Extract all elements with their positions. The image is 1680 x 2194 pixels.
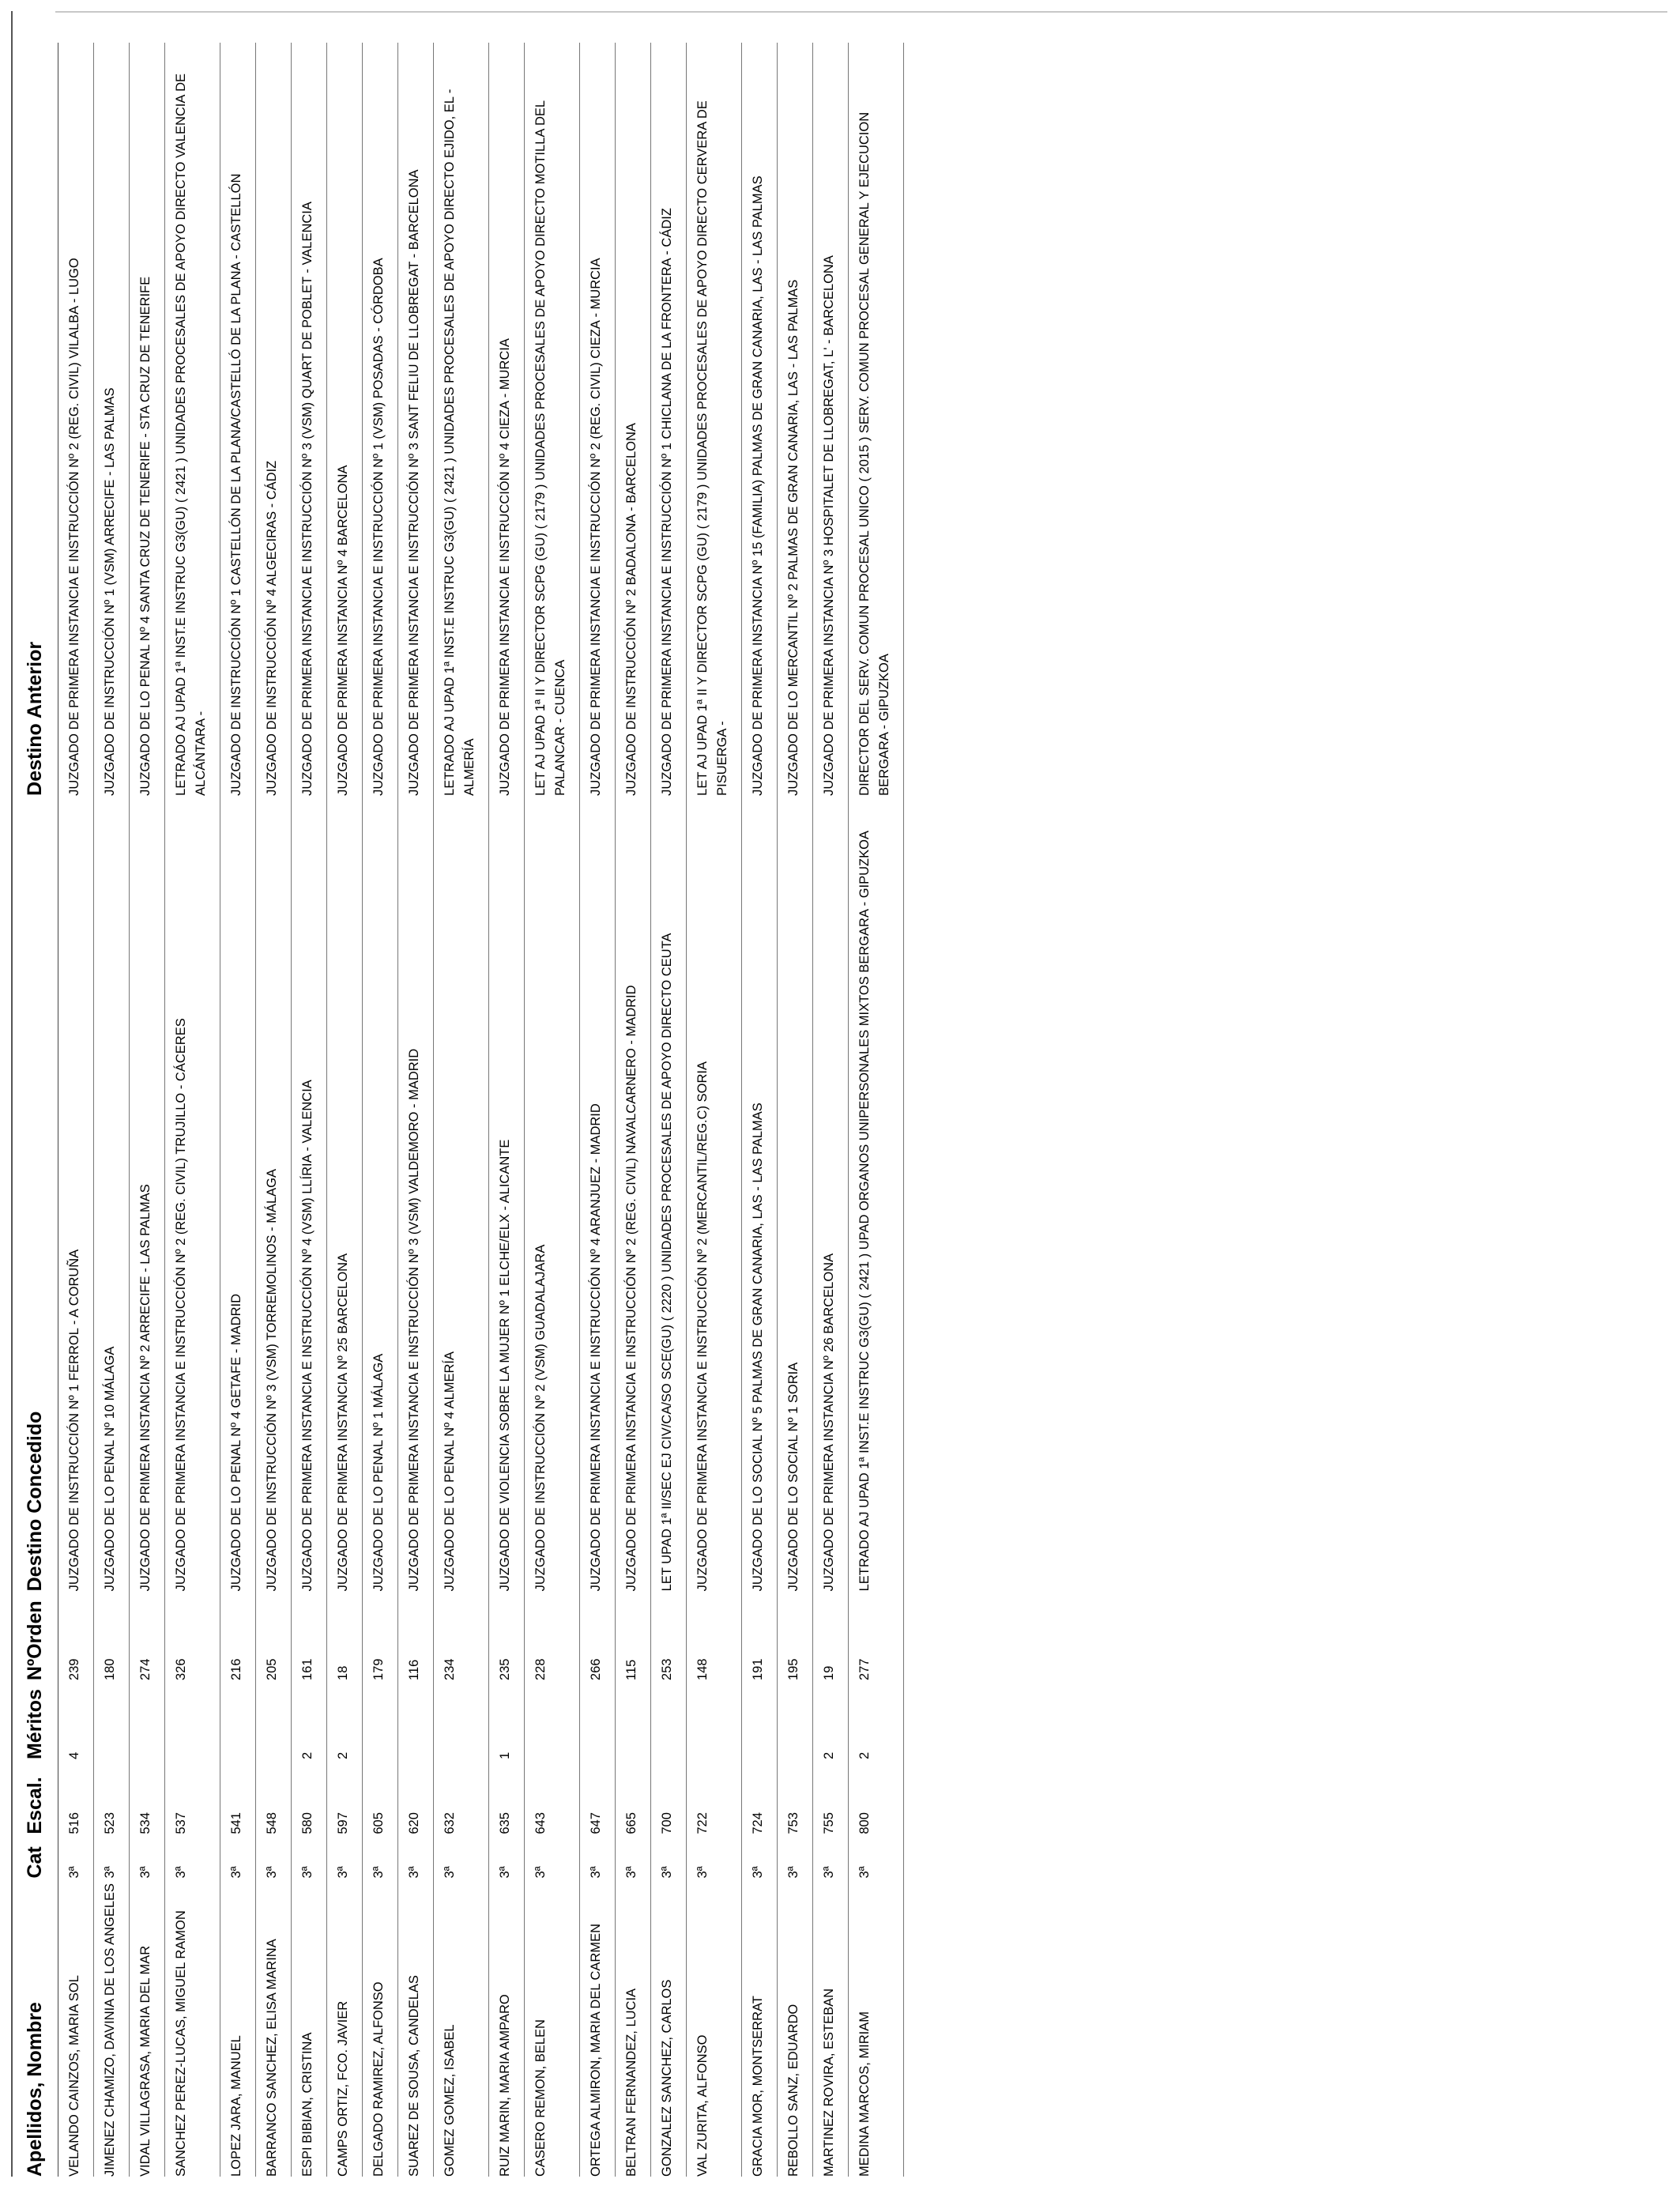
cell-meritos: [616, 1680, 651, 1759]
cell-orden: 216: [220, 1591, 256, 1680]
cell-cat: 3ª: [398, 1834, 434, 1879]
table-row: [778, 43, 813, 2177]
cell-meritos: [220, 1680, 256, 1759]
cell-cat: 3ª: [687, 1834, 742, 1879]
cell-destino: JUZGADO DE LO SOCIAL Nº 5 PALMAS DE GRAN CANARIA, LAS - LAS PALMAS: [742, 796, 778, 1592]
cell-cat: 3ª: [525, 1834, 580, 1879]
cell-escal: 753: [778, 1759, 813, 1834]
cell-orden: 235: [489, 1591, 525, 1680]
cell-cat: 3ª: [130, 1834, 165, 1879]
cell-destino: JUZGADO DE PRIMERA INSTANCIA E INSTRUCCIÓN Nº 4 (VSM) LLÍRIA - VALENCIA: [292, 796, 327, 1592]
cell-anterior: JUZGADO DE PRIMERA INSTANCIA E INSTRUCCIÓN Nº 2 (REG. CIVIL) CIEZA - MURCIA: [580, 43, 616, 796]
table-row: [742, 43, 778, 2177]
cell-meritos: 1: [489, 1680, 525, 1759]
cell-destino: JUZGADO DE VIOLENCIA SOBRE LA MUJER Nº 1 ELCHE/ELX - ALICANTE: [489, 796, 525, 1592]
cell-name: GOMEZ GOMEZ, ISABEL: [434, 1879, 489, 2177]
cell-anterior: JUZGADO DE INSTRUCCIÓN Nº 2 BADALONA - BARCELONA: [616, 43, 651, 796]
cell-anterior: LETRADO AJ UPAD 1ª INST.E INSTRUC G3(GU) ( 2421 ) UNIDADES PROCESALES DE APOYO DIRECTO VALENCIA DE ALCÁNTARA -: [165, 43, 220, 796]
table-row: [130, 43, 165, 2177]
cell-escal: 620: [398, 1759, 434, 1834]
cell-cat: 3ª: [434, 1834, 489, 1879]
cell-destino: JUZGADO DE PRIMERA INSTANCIA Nº 25 BARCELONA: [327, 796, 363, 1592]
cell-orden: 239: [58, 1591, 94, 1680]
cell-orden: 180: [94, 1591, 130, 1680]
cell-escal: 516: [58, 1759, 94, 1834]
cell-escal: 722: [687, 1759, 742, 1834]
cell-escal: 580: [292, 1759, 327, 1834]
table-row: [363, 43, 398, 2177]
table-row: [525, 43, 580, 2177]
cell-cat: 3ª: [165, 1834, 220, 1879]
table-row: [58, 43, 94, 2177]
cell-name: REBOLLO SANZ, EDUARDO: [778, 1879, 813, 2177]
cell-destino: JUZGADO DE INSTRUCCIÓN Nº 1 FERROL - A CORUÑA: [58, 796, 94, 1592]
cell-orden: 277: [849, 1591, 904, 1680]
table-row: [220, 43, 256, 2177]
cell-anterior: LET AJ UPAD 1ª II Y DIRECTOR SCPG (GU) ( 2179 ) UNIDADES PROCESALES DE APOYO DIRECTO MOTILLA DEL PALANCAR - CUENCA: [525, 43, 580, 796]
cell-cat: 3ª: [580, 1834, 616, 1879]
cell-anterior: JUZGADO DE PRIMERA INSTANCIA Nº 15 (FAMILIA) PALMAS DE GRAN CANARIA, LAS - LAS PALMAS: [742, 43, 778, 796]
cell-meritos: [525, 1680, 580, 1759]
cell-cat: 3ª: [58, 1834, 94, 1879]
cell-anterior: JUZGADO DE PRIMERA INSTANCIA E INSTRUCCIÓN Nº 4 CIEZA - MURCIA: [489, 43, 525, 796]
cell-destino: JUZGADO DE LO PENAL Nº 4 ALMERÍA: [434, 796, 489, 1592]
cell-cat: 3ª: [363, 1834, 398, 1879]
table-row: [616, 43, 651, 2177]
cell-anterior: JUZGADO DE INSTRUCCIÓN Nº 1 CASTELLÓN DE LA PLANA/CASTELLÓ DE LA PLANA - CASTELLÓN: [220, 43, 256, 796]
cell-anterior: JUZGADO DE PRIMERA INSTANCIA E INSTRUCCIÓN Nº 3 (VSM) QUART DE POBLET - VALENCIA: [292, 43, 327, 796]
cell-destino: JUZGADO DE INSTRUCCIÓN Nº 2 (VSM) GUADALAJARA: [525, 796, 580, 1592]
cell-meritos: [256, 1680, 292, 1759]
cell-orden: 191: [742, 1591, 778, 1680]
header-destino: Destino Concedido: [24, 796, 58, 1592]
cell-cat: 3ª: [651, 1834, 687, 1879]
cell-cat: 3ª: [220, 1834, 256, 1879]
cell-destino: LET UPAD 1ª II/SEC EJ CIV/CA/SO SCE(GU) ( 2220 ) UNIDADES PROCESALES DE APOYO DIRECTO CEUTA: [651, 796, 687, 1592]
cell-anterior: JUZGADO DE PRIMERA INSTANCIA E INSTRUCCIÓN Nº 1 CHICLANA DE LA FRONTERA - CÁDIZ: [651, 43, 687, 796]
cell-escal: 700: [651, 1759, 687, 1834]
cell-cat: 3ª: [813, 1834, 849, 1879]
cell-anterior: JUZGADO DE LO PENAL Nº 4 SANTA CRUZ DE TENERIFE - STA CRUZ DE TENERIFE: [130, 43, 165, 796]
cell-destino: JUZGADO DE LO PENAL Nº 10 MÁLAGA: [94, 796, 130, 1592]
cell-orden: 179: [363, 1591, 398, 1680]
cell-meritos: [165, 1680, 220, 1759]
cell-destino: JUZGADO DE PRIMERA INSTANCIA E INSTRUCCIÓN Nº 3 (VSM) VALDEMORO - MADRID: [398, 796, 434, 1592]
header-meritos: Méritos: [24, 1680, 58, 1759]
cell-name: CAMPS ORTIZ, FCO. JAVIER: [327, 1879, 363, 2177]
cell-escal: 665: [616, 1759, 651, 1834]
cell-anterior: JUZGADO DE PRIMERA INSTANCIA Nº 3 HOSPITALET DE LLOBREGAT, L' - BARCELONA: [813, 43, 849, 796]
cell-escal: 605: [363, 1759, 398, 1834]
cell-orden: 116: [398, 1591, 434, 1680]
cell-cat: 3ª: [256, 1834, 292, 1879]
cell-cat: 3ª: [742, 1834, 778, 1879]
cell-orden: 234: [434, 1591, 489, 1680]
cell-orden: 228: [525, 1591, 580, 1680]
cell-orden: 326: [165, 1591, 220, 1680]
cell-destino: JUZGADO DE LO SOCIAL Nº 1 SORIA: [778, 796, 813, 1592]
table-row: [687, 43, 742, 2177]
cell-escal: 800: [849, 1759, 904, 1834]
cell-name: VIDAL VILLAGRASA, MARIA DEL MAR: [130, 1879, 165, 2177]
cell-name: LOPEZ JARA, MANUEL: [220, 1879, 256, 2177]
cell-anterior: LET AJ UPAD 1ª II Y DIRECTOR SCPG (GU) ( 2179 ) UNIDADES PROCESALES DE APOYO DIRECTO CERVERA DE PISUERGA -: [687, 43, 742, 796]
cell-destino: JUZGADO DE PRIMERA INSTANCIA E INSTRUCCIÓN Nº 2 (REG. CIVIL) TRUJILLO - CÁCERES: [165, 796, 220, 1592]
table-row: [849, 43, 904, 2177]
cell-orden: 161: [292, 1591, 327, 1680]
cell-escal: 635: [489, 1759, 525, 1834]
cell-escal: 597: [327, 1759, 363, 1834]
cell-name: GONZALEZ SANCHEZ, CARLOS: [651, 1879, 687, 2177]
table-header-row: [24, 43, 58, 2177]
cell-meritos: 2: [327, 1680, 363, 1759]
cell-name: MEDINA MARCOS, MIRIAM: [849, 1879, 904, 2177]
cell-anterior: LETRADO AJ UPAD 1ª INST.E INSTRUC G3(GU) ( 2421 ) UNIDADES PROCESALES DE APOYO DIRECTO EJIDO, EL - ALMERÍA: [434, 43, 489, 796]
table-row: [580, 43, 616, 2177]
table-row: [256, 43, 292, 2177]
cell-destino: JUZGADO DE INSTRUCCIÓN Nº 3 (VSM) TORREMOLINOS - MÁLAGA: [256, 796, 292, 1592]
cell-meritos: [130, 1680, 165, 1759]
cell-escal: 643: [525, 1759, 580, 1834]
table-row: [434, 43, 489, 2177]
header-orden: NºOrden: [24, 1591, 58, 1680]
cell-escal: 541: [220, 1759, 256, 1834]
cell-destino: JUZGADO DE PRIMERA INSTANCIA E INSTRUCCIÓN Nº 4 ARANJUEZ - MADRID: [580, 796, 616, 1592]
cell-anterior: JUZGADO DE PRIMERA INSTANCIA E INSTRUCCIÓN Nº 3 SANT FELIU DE LLOBREGAT - BARCELONA: [398, 43, 434, 796]
cell-meritos: [580, 1680, 616, 1759]
table-row: [651, 43, 687, 2177]
cell-name: CASERO REMON, BELEN: [525, 1879, 580, 2177]
cell-escal: 755: [813, 1759, 849, 1834]
cell-meritos: 4: [58, 1680, 94, 1759]
assignments-table: [24, 43, 904, 2177]
cell-name: BELTRAN FERNANDEZ, LUCIA: [616, 1879, 651, 2177]
table-row: [489, 43, 525, 2177]
cell-meritos: [434, 1680, 489, 1759]
cell-escal: 632: [434, 1759, 489, 1834]
cell-name: ORTEGA ALMIRON, MARIA DEL CARMEN: [580, 1879, 616, 2177]
cell-name: JIMENEZ CHAMIZO, DAVINIA DE LOS ANGELES: [94, 1879, 130, 2177]
cell-escal: 724: [742, 1759, 778, 1834]
cell-meritos: 2: [849, 1680, 904, 1759]
cell-cat: 3ª: [292, 1834, 327, 1879]
table-row: [94, 43, 130, 2177]
cell-meritos: [363, 1680, 398, 1759]
cell-destino: LETRADO AJ UPAD 1ª INST.E INSTRUC G3(GU) ( 2421 ) UPAD ORGANOS UNIPERSONALES MIXTOS BERGARA - GIPUZKOA: [849, 796, 904, 1592]
cell-orden: 148: [687, 1591, 742, 1680]
cell-name: SUAREZ DE SOUSA, CANDELAS: [398, 1879, 434, 2177]
header-name: Apellidos, Nombre: [24, 1879, 58, 2177]
cell-name: VELANDO CAINZOS, MARIA SOL: [58, 1879, 94, 2177]
cell-orden: 115: [616, 1591, 651, 1680]
cell-destino: JUZGADO DE PRIMERA INSTANCIA Nº 26 BARCELONA: [813, 796, 849, 1592]
cell-anterior: JUZGADO DE PRIMERA INSTANCIA E INSTRUCCIÓN Nº 1 (VSM) POSADAS - CÓRDOBA: [363, 43, 398, 796]
cell-meritos: [778, 1680, 813, 1759]
cell-anterior: JUZGADO DE PRIMERA INSTANCIA E INSTRUCCIÓN Nº 2 (REG. CIVIL) VILALBA - LUGO: [58, 43, 94, 796]
cell-orden: 18: [327, 1591, 363, 1680]
cell-cat: 3ª: [616, 1834, 651, 1879]
cell-meritos: [94, 1680, 130, 1759]
cell-anterior: JUZGADO DE INSTRUCCIÓN Nº 1 (VSM) ARRECIFE - LAS PALMAS: [94, 43, 130, 796]
cell-orden: 19: [813, 1591, 849, 1680]
header-cat: Cat: [24, 1834, 58, 1879]
cell-meritos: [742, 1680, 778, 1759]
cell-orden: 274: [130, 1591, 165, 1680]
cell-cat: 3ª: [327, 1834, 363, 1879]
cell-destino: JUZGADO DE LO PENAL Nº 1 MÁLAGA: [363, 796, 398, 1592]
table-row: [327, 43, 363, 2177]
table-row: [398, 43, 434, 2177]
header-anterior: Destino Anterior: [24, 43, 58, 796]
cell-name: GRACIA MOR, MONTSERRAT: [742, 1879, 778, 2177]
cell-meritos: 2: [813, 1680, 849, 1759]
header-escal: Escal.: [24, 1759, 58, 1834]
cell-anterior: JUZGADO DE PRIMERA INSTANCIA Nº 4 BARCELONA: [327, 43, 363, 796]
cell-name: SANCHEZ PEREZ-LUCAS, MIGUEL RAMON: [165, 1879, 220, 2177]
table-row: [292, 43, 327, 2177]
cell-escal: 523: [94, 1759, 130, 1834]
cell-name: DELGADO RAMIREZ, ALFONSO: [363, 1879, 398, 2177]
cell-escal: 534: [130, 1759, 165, 1834]
cell-cat: 3ª: [94, 1834, 130, 1879]
cell-destino: JUZGADO DE PRIMERA INSTANCIA Nº 2 ARRECIFE - LAS PALMAS: [130, 796, 165, 1592]
cell-name: BARRANCO SANCHEZ, ELISA MARINA: [256, 1879, 292, 2177]
cell-escal: 537: [165, 1759, 220, 1834]
cell-orden: 253: [651, 1591, 687, 1680]
cell-cat: 3ª: [778, 1834, 813, 1879]
cell-cat: 3ª: [849, 1834, 904, 1879]
cell-orden: 195: [778, 1591, 813, 1680]
cell-destino: JUZGADO DE PRIMERA INSTANCIA E INSTRUCCIÓN Nº 2 (MERCANTIL/REG.C) SORIA: [687, 796, 742, 1592]
cell-destino: JUZGADO DE LO PENAL Nº 4 GETAFE - MADRID: [220, 796, 256, 1592]
cell-anterior: DIRECTOR DEL SERV. COMUN PROCESAL UNICO ( 2015 ) SERV. COMUN PROCESAL GENERAL Y EJECUCION BERGARA - GIPUZKOA: [849, 43, 904, 796]
cell-meritos: [687, 1680, 742, 1759]
cell-name: RUIZ MARIN, MARIA AMPARO: [489, 1879, 525, 2177]
cell-escal: 647: [580, 1759, 616, 1834]
cell-meritos: 2: [292, 1680, 327, 1759]
cell-name: VAL ZURITA, ALFONSO: [687, 1879, 742, 2177]
cell-name: ESPI BIBIAN, CRISTINA: [292, 1879, 327, 2177]
cell-orden: 205: [256, 1591, 292, 1680]
table-row: [165, 43, 220, 2177]
cell-meritos: [398, 1680, 434, 1759]
table-row: [813, 43, 849, 2177]
cell-cat: 3ª: [489, 1834, 525, 1879]
rotated-page: [0, 28, 1680, 2194]
cell-destino: JUZGADO DE PRIMERA INSTANCIA E INSTRUCCIÓN Nº 2 (REG. CIVIL) NAVALCARNERO - MADRID: [616, 796, 651, 1592]
cell-anterior: JUZGADO DE LO MERCANTIL Nº 2 PALMAS DE GRAN CANARIA, LAS - LAS PALMAS: [778, 43, 813, 796]
cell-orden: 266: [580, 1591, 616, 1680]
cell-anterior: JUZGADO DE INSTRUCCIÓN Nº 4 ALGECIRAS - CÁDIZ: [256, 43, 292, 796]
top-rule: [55, 11, 1667, 13]
cell-name: MARTINEZ ROVIRA, ESTEBAN: [813, 1879, 849, 2177]
cell-escal: 548: [256, 1759, 292, 1834]
cell-meritos: [651, 1680, 687, 1759]
table-body: [58, 43, 904, 2177]
